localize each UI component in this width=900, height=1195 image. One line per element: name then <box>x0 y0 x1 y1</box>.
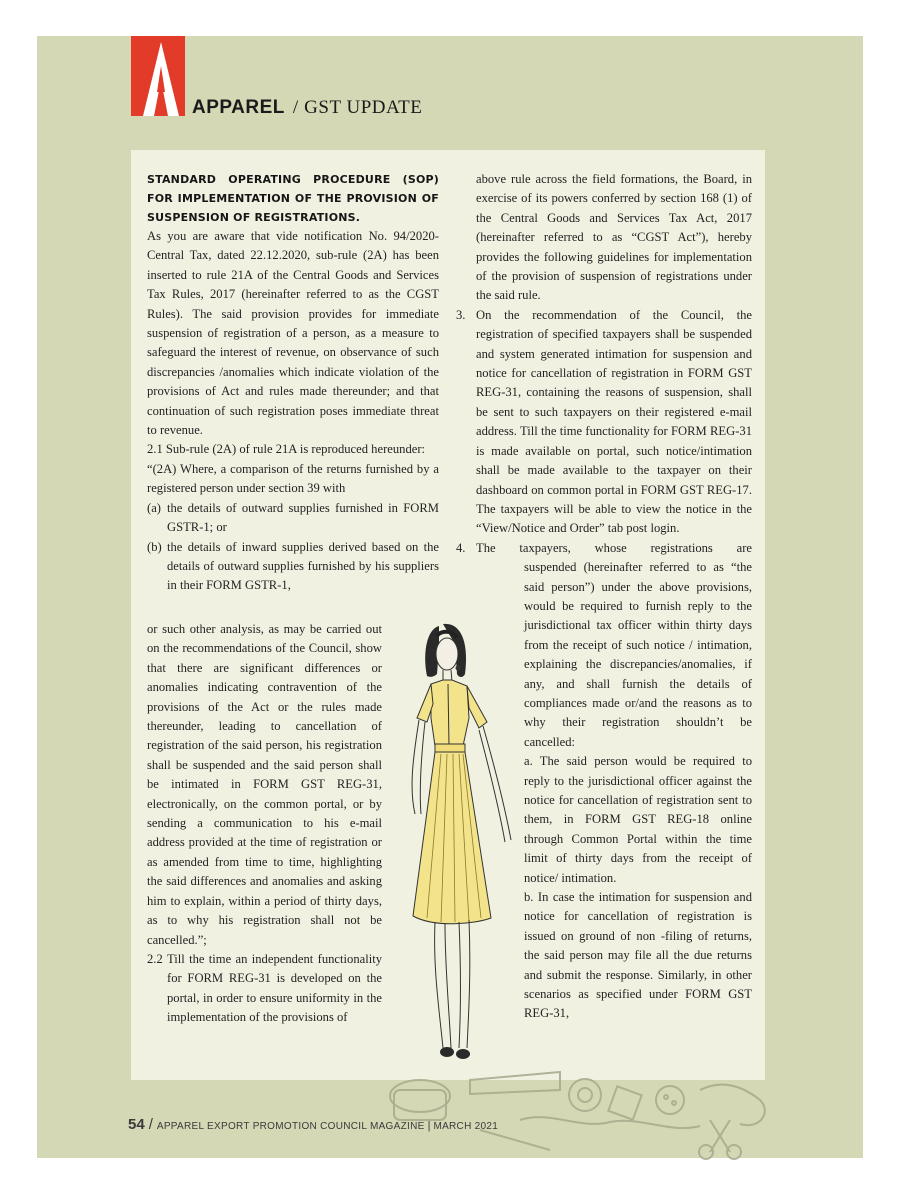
paragraph-2-1: 2.1 Sub-rule (2A) of rule 21A is reproduced hereunder: <box>147 442 426 457</box>
article-column-left-narrow <box>147 620 382 1028</box>
item-a-text: the details of outward supplies furnished in FORM GSTR-1; or <box>167 500 439 535</box>
quote-item-b <box>147 538 439 596</box>
item-a-label: (a) <box>147 500 161 515</box>
quote-rest: or such other analysis, as may be carried out on the recommendations of the Council, show that there are significant differences or anomalies indicating contravention of the provisions of the Act or the rules made thereunder, leading to cancellation of registration of the said person, his registration shall be suspended and the said person shall be intimated in FORM GST REG-31, electronically, on the common portal, or by sending a communication to his e-mail address provided at the time of registration or as amended from time to time, highlighting the said differences and anomalies and asking him to explain, within a period of thirty days, as to why his registration shall not be cancelled.”; <box>147 622 382 947</box>
sewing-tools-icon <box>380 1060 800 1160</box>
article-column-left <box>147 170 439 596</box>
p4b-text: b. In case the intimation for suspension and notice for cancellation of registration is issued on ground of non -filing of returns, the said person may file all the due returns and submit the response. Similarly, in other scenarios as specified under FORM GST REG-31, <box>524 890 752 1021</box>
page-number: 54 <box>128 1116 145 1133</box>
section-name: GST UPDATE <box>304 97 423 118</box>
quote-item-a <box>147 499 439 538</box>
header-title <box>192 97 422 119</box>
header-separator: / <box>292 97 299 118</box>
issue-date: MARCH 2021 <box>433 1121 499 1132</box>
brand-name: APPAREL <box>192 97 285 118</box>
p4-lead: The taxpayers, whose registrations are <box>476 540 752 555</box>
page-footer <box>128 1116 498 1134</box>
p22-label: 2.2 <box>147 951 163 966</box>
p4-label: 4. <box>456 540 466 555</box>
quote-intro: “(2A) Where, a comparison of the returns furnished by a registered person under section 39 with <box>147 461 439 496</box>
p22-text: Till the time an independent functionality for FORM REG-31 is developed on the portal, in order to ensure uniformity in the implementation of the provisions of <box>167 951 382 1025</box>
article-heading: STANDARD OPERATING PROCEDURE (SOP) FOR IMPLEMENTATION OF THE PROVISION OF SUSPENSION OF REGISTRATIONS. <box>147 173 439 224</box>
p22-continuation: above rule across the field formations, the Board, in exercise of its powers conferred by section 168 (1) of the Central Goods and Services Tax Act, 2017 (hereinafter referred to as “CGST Act”), hereby provides the following guidelines for implementation of the provision of suspension of registrations under the said rule. <box>476 172 752 303</box>
logo <box>131 36 185 116</box>
paragraph-2-2 <box>147 950 382 1028</box>
paragraph-4 <box>456 539 752 558</box>
paragraph-3 <box>456 306 752 539</box>
p4-text: suspended (hereinafter referred to as “the said person”) under the above provisions, would be required to furnish reply to the jurisdictional tax officer within thirty days from the receipt of such notice / intimation, explaining the discrepancies/anomalies, if any, and shall furnish the details of compliances made or/and the reasons as to why their registration shouldn’t be cancelled: <box>524 560 752 749</box>
logo-a-icon <box>131 36 185 116</box>
item-b-label: (b) <box>147 539 162 554</box>
item-b-text: the details of inward supplies derived based on the details of outward supplies furnished by his suppliers in their FORM GSTR-1, <box>167 539 439 593</box>
intro-paragraph: As you are aware that vide notification No. 94/2020-Central Tax, dated 22.12.2020, sub-rule (2A) has been inserted to rule 21A of the Central Goods and Services Tax Rules, 2017 (hereinafter referred to as the CGST Rules). The said provision provides for immediate suspension of registration of a person, as a measure to safeguard the interest of revenue, on observance of such discrepancies /anomalies which indicate violation of the provisions of Act and rules made thereunder; and that continuation of such registration poses immediate threat to revenue. <box>147 229 439 438</box>
p3-text: On the recommendation of the Council, the registration of specified taxpayers shall be suspended and system generated intimation for suspension and notice for cancellation of registration in FORM GST REG-31, containing the reasons of suspension, shall be sent to such taxpayers on their registered e-mail address. Till the time functionality for FORM REG-31 is made available on portal, such notice/intimation shall be made available to the taxpayer on their dashboard on common portal in FORM GST REG-17. The taxpayers will be able to view the notice in the “View/Notice and Order” tab post login. <box>476 307 752 536</box>
p3-label: 3. <box>456 307 466 322</box>
fashion-sketch-icon <box>395 618 515 1068</box>
p4a-text: a. The said person would be required to reply to the jurisdictional officer against the notice for cancellation of registration sent to them, in FORM GST REG-18 online through Common Portal within the time limit of thirty days from the receipt of notice/ intimation. <box>524 754 752 885</box>
footer-divider: | <box>427 1120 431 1132</box>
footer-slash: / <box>148 1116 153 1133</box>
magazine-name: APPAREL EXPORT PROMOTION COUNCIL MAGAZINE <box>156 1121 425 1132</box>
